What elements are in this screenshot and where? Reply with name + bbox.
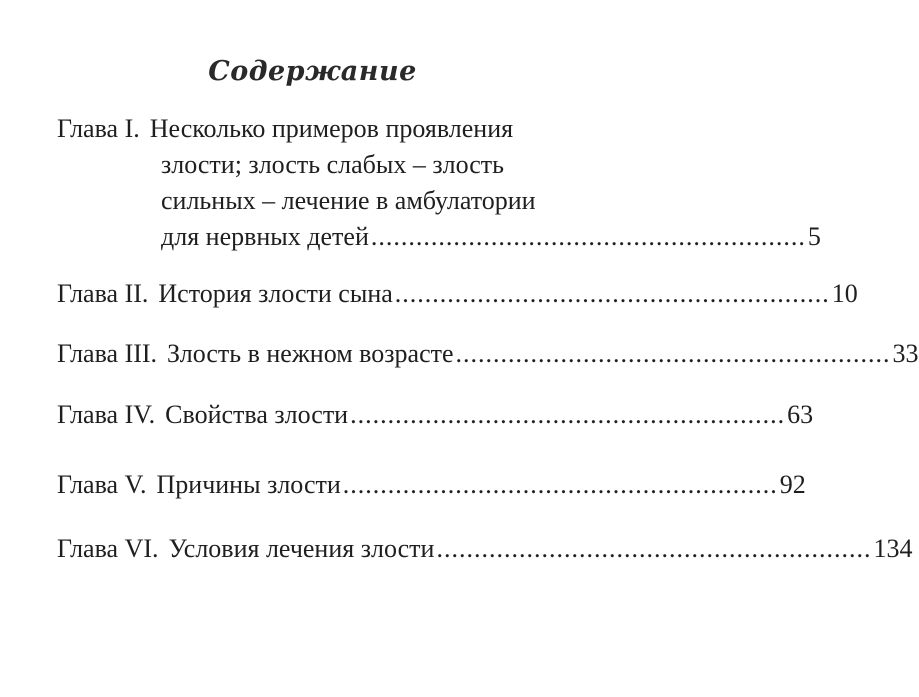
chapter-title-line: злости; злость слабых – злость [161, 150, 504, 179]
chapter-title-line: Условия лечения злости [168, 534, 435, 563]
chapter-title-line: Злость в нежном возрасте [167, 339, 454, 368]
toc-entry-chapter-3 [57, 336, 919, 372]
toc-entry-chapter-2 [57, 276, 858, 312]
leader-dots: .......................................................... [370, 222, 806, 251]
chapter-label: Глава V. [57, 470, 147, 499]
leader-dots: .......................................................... [350, 400, 786, 429]
chapter-title-line: Причины злости [156, 470, 341, 499]
leader-dots: .......................................................... [436, 534, 872, 563]
toc-entry-chapter-4 [57, 397, 814, 433]
chapter-title-line: для нервных детей [161, 222, 369, 251]
toc-entry-chapter-6 [57, 531, 913, 567]
toc-line [57, 336, 919, 372]
toc-line [57, 111, 557, 147]
chapter-label: Глава I. [57, 114, 140, 143]
chapter-title-line: История злости сына [158, 279, 393, 308]
toc-entry-chapter-5 [57, 467, 806, 503]
page-number: 63 [787, 400, 814, 429]
leader-dots: .......................................................... [342, 470, 778, 499]
chapter-label: Глава VI. [57, 534, 159, 563]
contents-title: Содержание [208, 56, 417, 87]
chapter-title-line: сильных – лечение в амбулатории [161, 186, 536, 215]
toc-entry-chapter-1 [57, 111, 821, 255]
toc-line [57, 183, 557, 219]
toc-line [57, 397, 814, 433]
leader-dots: .......................................................... [455, 339, 891, 368]
leader-dots: .......................................................... [394, 279, 830, 308]
page-number: 5 [807, 222, 821, 251]
chapter-label: Глава II. [57, 279, 149, 308]
page-number: 33 [892, 339, 919, 368]
toc-line [57, 531, 913, 567]
toc-line [57, 219, 821, 255]
chapter-title-line: Несколько примеров проявления [149, 114, 514, 143]
toc-line [57, 467, 806, 503]
page-number: 10 [831, 279, 858, 308]
page-number: 92 [779, 470, 806, 499]
chapter-title-line: Свойства злости [165, 400, 349, 429]
chapter-label: Глава IV. [57, 400, 156, 429]
page-number: 134 [873, 534, 913, 563]
toc-line [57, 147, 557, 183]
toc-line [57, 276, 858, 312]
chapter-label: Глава III. [57, 339, 158, 368]
